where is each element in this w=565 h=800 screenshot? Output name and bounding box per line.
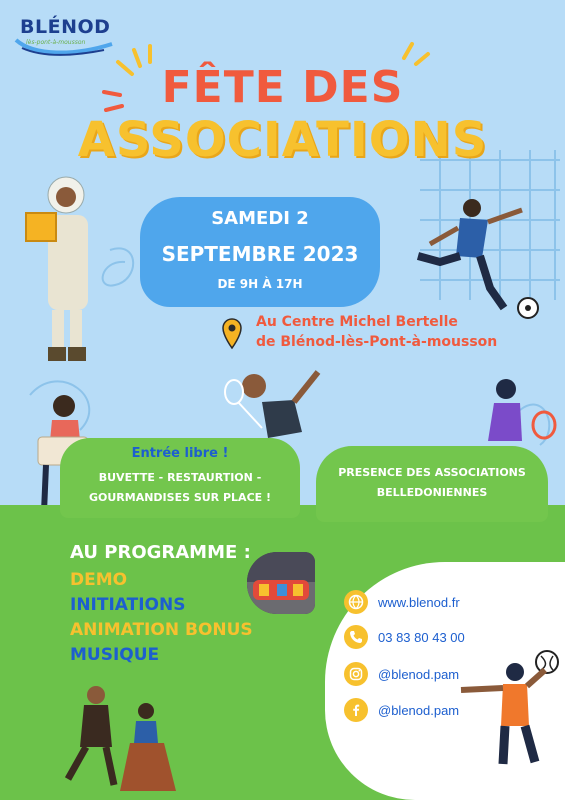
map-pin-icon: [222, 318, 242, 350]
tennis-player-illustration: [470, 375, 560, 445]
title-line-2: ASSOCIATIONS: [77, 112, 488, 168]
volleyball-player-illustration: [455, 648, 563, 768]
inflatable-photo: [247, 552, 315, 614]
programme-item-initiations: INITIATIONS: [70, 595, 186, 615]
phone-text: 03 83 80 43 00: [378, 629, 465, 645]
contact-facebook[interactable]: [344, 698, 459, 722]
location-line-2: de Blénod-lès-Pont-à-mousson: [256, 334, 498, 350]
instagram-text: @blenod.pam: [378, 666, 460, 682]
refreshments-text: [60, 468, 300, 508]
date-day: SAMEDI 2: [211, 208, 309, 229]
instagram-icon: [344, 662, 368, 686]
refreshments-line-2: GOURMANDISES SUR PLACE !: [88, 491, 272, 504]
associations-line-1: PRESENCE DES ASSOCIATIONS: [338, 466, 526, 479]
website-text: www.blenod.fr: [378, 594, 460, 610]
logo-name: BLÉNOD: [20, 16, 111, 38]
date-month-year: SEPTEMBRE 2023: [161, 242, 359, 266]
inflatable-image: [247, 552, 315, 614]
associations-text: [316, 463, 548, 503]
free-entry-heading: Entrée libre !: [131, 446, 229, 461]
refreshments-line-1: BUVETTE - RESTAURTION -: [98, 471, 262, 484]
facebook-icon: [344, 698, 368, 722]
title-line-1: FÊTE DES: [161, 62, 404, 113]
blenod-logo[interactable]: [14, 14, 124, 62]
football-player-illustration: [410, 198, 545, 323]
date-hours: DE 9H À 17H: [217, 277, 303, 291]
contact-phone[interactable]: [344, 625, 465, 649]
associations-line-2: BELLEDONIENNES: [376, 486, 488, 499]
contact-website[interactable]: [344, 590, 460, 614]
logo-tagline: lès-pont-à-mousson: [26, 39, 86, 46]
location-line-1: Au Centre Michel Bertelle: [256, 314, 458, 330]
programme-item-musique: MUSIQUE: [70, 645, 160, 665]
globe-icon: [344, 590, 368, 614]
beekeeper-illustration: [18, 175, 108, 370]
programme-title: AU PROGRAMME :: [70, 542, 251, 563]
facebook-text: @blenod.pam: [378, 702, 460, 718]
dancers-illustration: [58, 683, 183, 798]
programme-item-animation-bonus: ANIMATION BONUS: [70, 620, 253, 640]
phone-icon: [344, 625, 368, 649]
contact-instagram[interactable]: [344, 662, 459, 686]
programme-item-demo: DEMO: [70, 570, 128, 590]
